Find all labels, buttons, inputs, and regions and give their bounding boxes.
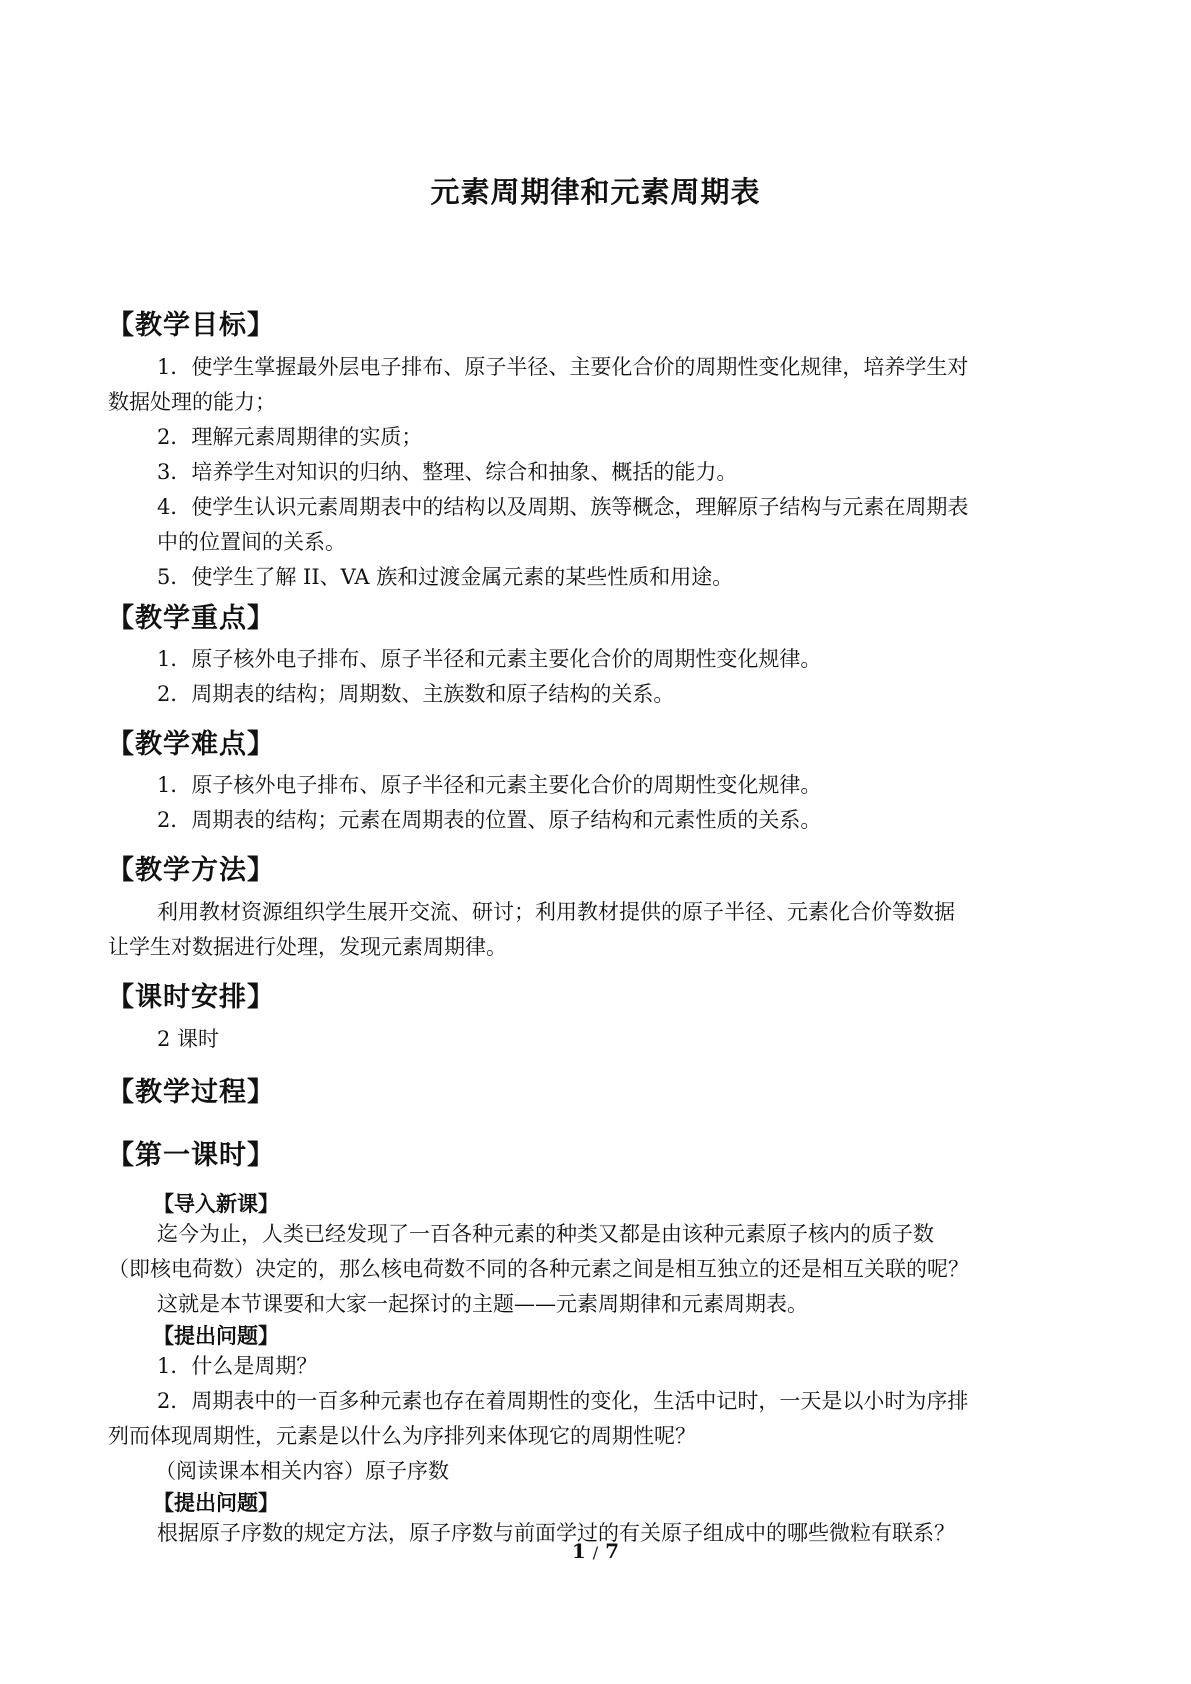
- section-heading-lesson1: 【第一课时】: [107, 1140, 275, 1171]
- page-title: 元素周期律和元素周期表: [430, 175, 761, 209]
- objective-line: 4．使学生认识元素周期表中的结构以及周期、族等概念，理解原子结构与元素在周期表: [157, 495, 969, 519]
- question-line: （阅读课本相关内容）原子序数: [155, 1459, 449, 1483]
- intro-line: 迄今为止，人类已经发现了一百各种元素的种类又都是由该种元素原子核内的质子数: [157, 1222, 934, 1246]
- page-separator: /: [592, 1543, 599, 1562]
- key-point-line: 1．原子核外电子排布、原子半径和元素主要化合价的周期性变化规律。: [157, 647, 822, 671]
- page-number: [0, 1539, 1191, 1563]
- section-heading-process: 【教学过程】: [107, 1077, 275, 1108]
- subheading-question-2: 【提出问题】: [153, 1490, 279, 1515]
- subheading-intro: 【导入新课】: [153, 1191, 279, 1216]
- section-heading-schedule: 【课时安排】: [107, 982, 275, 1013]
- method-line: 让学生对数据进行处理，发现元素周期律。: [108, 935, 507, 959]
- section-heading-key-points: 【教学重点】: [107, 603, 275, 634]
- section-heading-methods: 【教学方法】: [107, 855, 275, 886]
- objective-line: 数据处理的能力；: [108, 390, 276, 414]
- difficulty-line: 1．原子核外电子排布、原子半径和元素主要化合价的周期性变化规律。: [157, 773, 822, 797]
- subheading-question-1: 【提出问题】: [153, 1323, 279, 1348]
- objective-line: 3．培养学生对知识的归纳、整理、综合和抽象、概括的能力。: [157, 460, 738, 484]
- question-line: 1．什么是周期？: [157, 1354, 318, 1378]
- objective-line: 2．理解元素周期律的实质；: [157, 425, 423, 449]
- objective-line: 中的位置间的关系。: [157, 530, 346, 554]
- method-line: 利用教材资源组织学生展开交流、研讨；利用教材提供的原子半径、元素化合价等数据: [157, 900, 955, 924]
- question-2-line: 根据原子序数的规定方法，原子序数与前面学过的有关原子组成中的哪些微粒有联系？: [157, 1521, 955, 1545]
- key-point-line: 2．周期表的结构；周期数、主族数和原子结构的关系。: [157, 682, 675, 706]
- intro-line: （即核电荷数）决定的，那么核电荷数不同的各种元素之间是相互独立的还是相互关联的呢？: [108, 1257, 969, 1281]
- difficulty-line: 2．周期表的结构；元素在周期表的位置、原子结构和元素性质的关系。: [157, 808, 822, 832]
- intro-line: 这就是本节课要和大家一起探讨的主题——元素周期律和元素周期表。: [157, 1292, 808, 1316]
- page-current: 1: [571, 1539, 586, 1563]
- question-line: 列而体现周期性，元素是以什么为序排列来体现它的周期性呢？: [108, 1424, 696, 1448]
- schedule-text: 2 课时: [157, 1027, 220, 1051]
- objective-line: 1．使学生掌握最外层电子排布、原子半径、主要化合价的周期性变化规律，培养学生对: [157, 355, 969, 379]
- page-total: 7: [605, 1539, 620, 1563]
- question-line: 2．周期表中的一百多种元素也存在着周期性的变化，生活中记时，一天是以小时为序排: [157, 1389, 969, 1413]
- section-heading-difficulties: 【教学难点】: [107, 729, 275, 760]
- objective-line: 5．使学生了解 II、VA 族和过渡金属元素的某些性质和用途。: [157, 565, 734, 589]
- section-heading-objectives: 【教学目标】: [107, 310, 275, 341]
